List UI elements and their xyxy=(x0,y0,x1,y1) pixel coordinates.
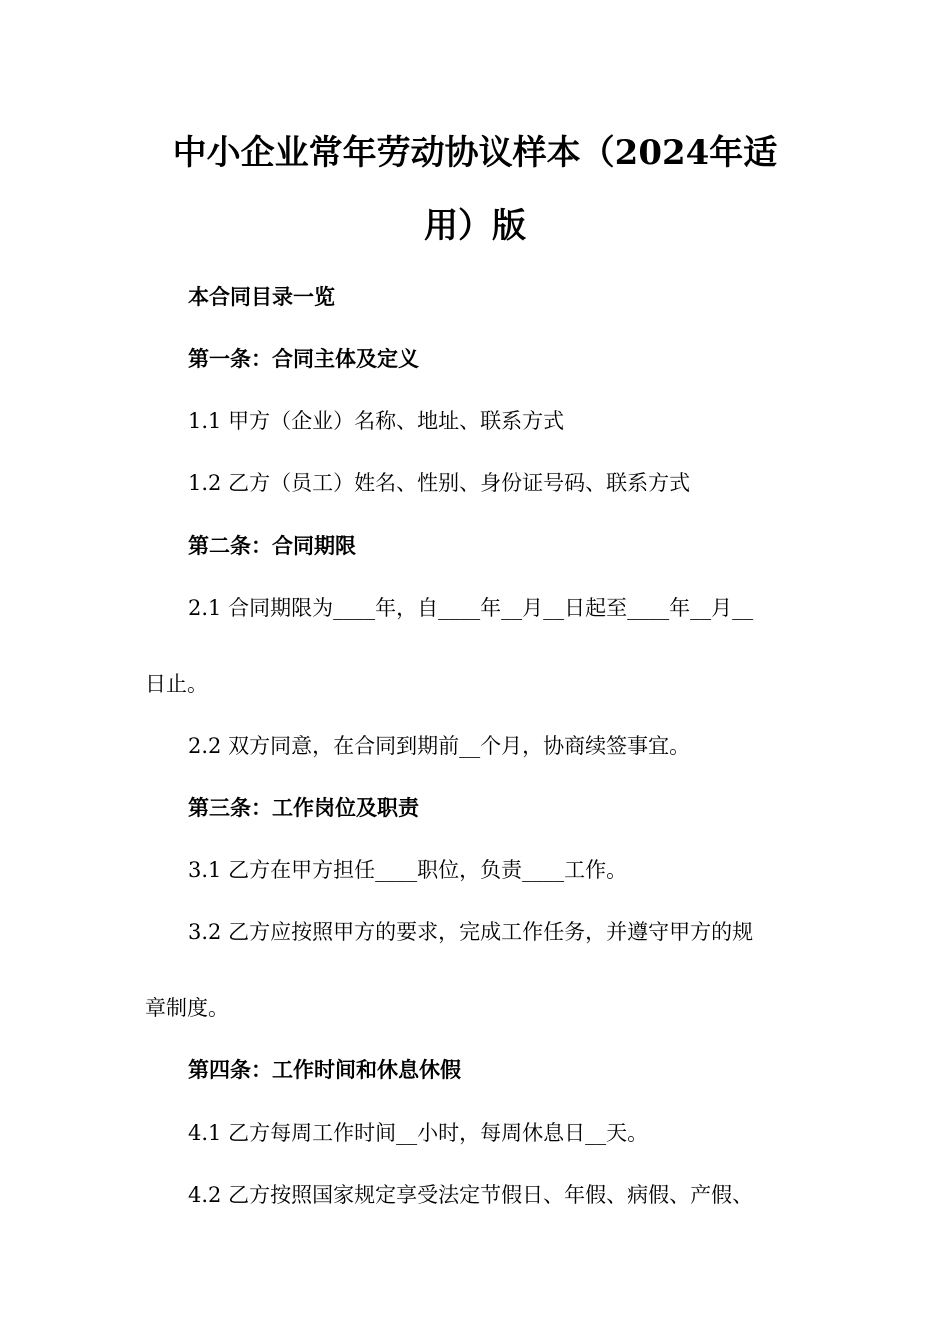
article-3-item-2-line-1: 3.2 乙方应按照甲方的要求，完成工作任务，并遵守甲方的规 xyxy=(188,920,754,944)
article-3-item-2-line-2: 章制度。 xyxy=(145,996,229,1020)
article-2-item-1-line-2: 日止。 xyxy=(145,672,208,696)
article-4-item-2-line-1: 4.2 乙方按照国家规定享受法定节假日、年假、病假、产假、 xyxy=(188,1183,754,1207)
article-4-heading: 第四条：工作时间和休息休假 xyxy=(188,1058,461,1082)
article-2-heading: 第二条：合同期限 xyxy=(188,534,356,558)
article-2-item-1-line-1: 2.1 合同期限为____年，自____年__月__日起至____年__月__ xyxy=(188,596,754,620)
article-1-item-1: 1.1 甲方（企业）名称、地址、联系方式 xyxy=(188,409,565,433)
toc-heading: 本合同目录一览 xyxy=(188,285,335,309)
article-3-item-1: 3.1 乙方在甲方担任____职位，负责____工作。 xyxy=(188,858,628,882)
article-2-item-2: 2.2 双方同意，在合同到期前__个月，协商续签事宜。 xyxy=(188,734,691,758)
document-title-line-2: 用）版 xyxy=(424,206,526,246)
article-1-heading: 第一条：合同主体及定义 xyxy=(188,347,419,371)
article-1-item-2: 1.2 乙方（员工）姓名、性别、身份证号码、联系方式 xyxy=(188,471,691,495)
document-title-line-1: 中小企业常年劳动协议样本（2024年适 xyxy=(172,133,778,173)
article-4-item-1: 4.1 乙方每周工作时间__小时，每周休息日__天。 xyxy=(188,1121,649,1145)
article-3-heading: 第三条：工作岗位及职责 xyxy=(188,796,419,820)
